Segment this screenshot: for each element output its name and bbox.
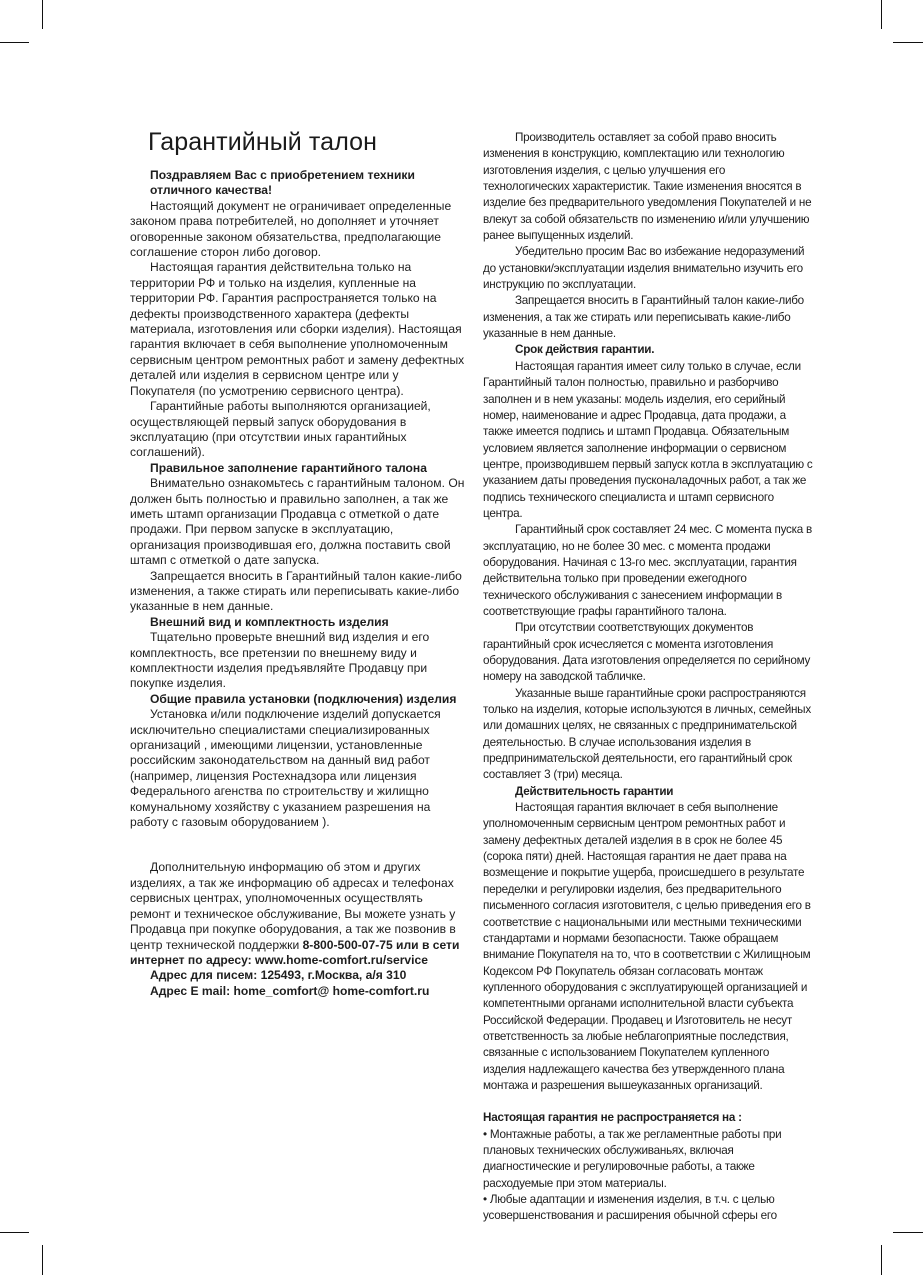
support-phone: 8-800-500-07-75 <box>302 937 393 952</box>
mail-address: Адрес для писем: 125493, г.Москва, а/я 310 <box>150 968 407 983</box>
intro-paragraph: Настоящий документ не ограничивает определенные законом права потребителей, но дополняет и уточняет оговоренные законом обязательства, предполагающие соглашение сторон либо договор. <box>130 198 452 260</box>
filling-heading: Правильное заполнение гарантийного талона <box>150 460 427 475</box>
spacer <box>130 830 465 845</box>
warranty-term-paragraph: Настоящая гарантия имеет силу только в случае, если Гарантийный талон полностью, правильно и разборчиво заполнен и в нем указаны: модель изделия, его серийный номер, наименование и адрес Продавца, дата продажи, а также имеется подпись и штамп Продавца. Обязательным условием является заполнение информации о сервисном центре, производившем первый запуск котла в эксплуатацию с указанием даты проведения пусконаладочных работ, а так же подпись технического специалиста и штамп сервисного центра. <box>483 359 813 520</box>
email-address: Адрес E mail: home_comfort@ home-comfort.ru <box>150 983 430 998</box>
contact-info-text: Дополнительную информацию об этом и других изделиях, а так же информацию об адресах и телефонах сервисных центрах, уполномоченных осуществлять ремонт и техническое обслуживание, Вы можете узнать у Продавца при покупке оборудования, а так же позвонив в центр технической поддержки <box>130 860 456 952</box>
crop-mark <box>881 0 882 29</box>
spacer <box>130 845 465 860</box>
crop-mark <box>881 1245 882 1275</box>
intro-paragraph: Настоящая гарантия действительна только на территории РФ и только на изделия, купленные на территории РФ. Гарантия распространяется только на дефекты производственного характера (дефекты материала, изготовления или сборки изделия). Настоящая гарантия включает в себя выполнение уполномоченным сервисным центром ремонтных работ и замену дефектных деталей или изделия в сервисном центре или у Покупателя (по усмотрению сервисного центра). <box>130 260 465 398</box>
filling-paragraph: Запрещается вносить в Гарантийный талон какие-либо изменения, а также стирать или переписывать какие-либо указанные в нем данные. <box>130 568 462 614</box>
warranty-term-paragraph: Указанные выше гарантийные сроки распространяются только на изделия, которые используются в личных, семейных или домашних целях, не связанных с предпринимательской деятельностью. В случае использования изделия в предпринимательской деятельности, его гарантийный срок составляет 3 (три) месяца. <box>483 686 811 782</box>
contact-info-paragraph <box>130 860 465 968</box>
manufacturer-rights-paragraph: Производитель оставляет за собой право вносить изменения в конструкцию, комплектацию или технологию изготовления изделия, с целью улучшения его технологических характеристик. Такие изменения вносятся в изделие без предварительного уведомления Покупателей и не влекут за собой обязательств по изменению и/или улучшению ранее выпущенных изделий. <box>483 131 812 243</box>
warranty-term-heading: Срок действия гарантии. <box>515 343 655 357</box>
crop-mark <box>42 1245 43 1275</box>
warranty-term-paragraph: Гарантийный срок составляет 24 мес. С момента пуска в эксплуатацию, но не более 30 мес. с момента продажи оборудования. Начиная с 13-го мес. эксплуатации, гарантия действительна только при проведении ежегодного технического обслуживания с занесением информации в соответствующие графы гарантийного талона. <box>483 523 812 618</box>
appearance-heading: Внешний вид и комплектность изделия <box>150 614 389 629</box>
appearance-paragraph: Тщательно проверьте внешний вид изделия и его комплектность, все претензии по внешнему виду и комплектности изделия предъявляйте Продавцу при покупке изделия. <box>130 630 430 691</box>
instruction-paragraph: Убедительно просим Вас во избежание недоразумений до установки/эксплуатации изделия внимательно изучить его инструкцию по эксплуатации. <box>483 245 805 292</box>
left-column <box>130 168 465 999</box>
prohibition-paragraph: Запрещается вносить в Гарантийный талон какие-либо изменения, а так же стирать или переписывать какие-либо указанные в нем данные. <box>483 294 804 341</box>
support-website: или в сети интернет по адресу: www.home-comfort.ru/service <box>130 937 460 967</box>
exclusion-item: • Любые адаптации и изменения изделия, в т.ч. с целью усовершенствования и расширения обычной сферы его <box>483 1193 777 1223</box>
install-paragraph: Установка и/или подключение изделий допускается исключительно специалистами специализированных организаций , имеющими лицензии, установленные российским законодательством на данный вид работ (например, лицензия Ростехнадзора или лицензия Федерального агенства по строительству и жилищно комунальному хозяйству с указанием разрешения на работу с газовым оборудованием ). <box>130 707 441 830</box>
intro-paragraph: Гарантийные работы выполняются организацией, осуществляющей первый запуск оборудования в эксплуатацию (при отсутствии иных гарантийных соглашений). <box>130 399 431 460</box>
exclusions-heading: Настоящая гарантия не распространяется на : <box>483 1111 742 1125</box>
intro-heading: Поздравляем Вас с приобретением техники отличного качества! <box>150 168 415 198</box>
install-heading: Общие правила установки (подключения) изделия <box>150 691 457 706</box>
right-column <box>483 130 813 1225</box>
exclusion-item: • Монтажные работы, а так же регламентные работы при плановых технических обслуживаньях, включая диагностические и регулировочные работы, а также расходуемые при этом материалы. <box>483 1127 782 1190</box>
warranty-validity-heading: Действительность гарантии <box>515 784 674 798</box>
crop-mark <box>893 1232 923 1233</box>
crop-mark <box>42 0 43 29</box>
crop-mark <box>893 42 923 43</box>
crop-mark <box>0 1232 29 1233</box>
warranty-validity-paragraph: Настоящая гарантия включает в себя выполнение уполномоченным сервисным центром ремонтных работ и замену дефектных деталей изделия в в срок не более 45 (сорока пяти) дней. Настоящая гарантия не дает права на возмещение и покрытие ущерба, происшедшего в результате переделки и регулировки изделия, без предварительного письменного согласия изготовителя, с целью приведения его в соответствие с национальными или местными техническими стандартами и нормами безопасности. Также обращаем внимание Покупателя на то, что в соответствии с Жилищноым Кодексом РФ Покупатель обязан согласовать монтаж купленного оборудования с эксплуатирующей организацией и компетентными органами исполнительной власти субъекта Российской Федерации. Продавец и Изготовитель не несут ответственность за любые неблагоприятные последствия, связанные с использованием Покупателем купленного изделия надлежащего качества без утвержденного плана монтажа и разрешения вышеуказанных организаций. <box>483 801 811 1092</box>
warranty-term-paragraph: При отсутствии соответствующих документов гарантийный срок исчесляется с момента изготовления оборудования. Дата изготовления определяется по серийному номеру на заводской табличке. <box>483 621 811 684</box>
spacer <box>483 1094 813 1110</box>
crop-mark <box>0 42 29 43</box>
filling-paragraph: Внимательно ознакомьтесь с гарантийным талоном. Он должен быть полностью и правильно заполнен, а так же иметь штамп организации Продавца с отметкой о дате продажи. При первом запуске в эксплуатацию, организация производившая его, должна поставить свой штамп с отметкой о дате запуска. <box>130 476 465 568</box>
page-title: Гарантийный талон <box>148 128 378 156</box>
